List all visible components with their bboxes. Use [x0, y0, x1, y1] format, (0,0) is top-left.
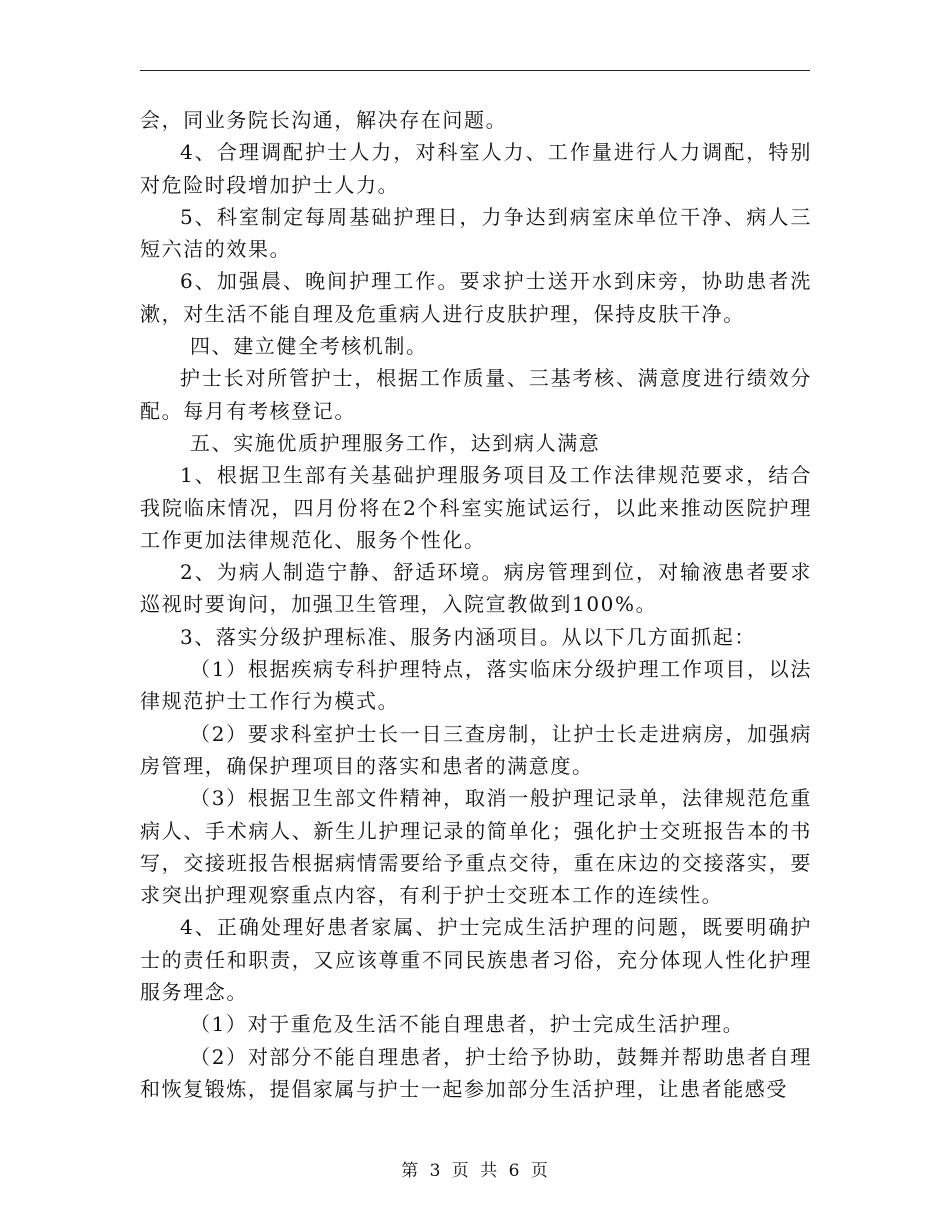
footer-current-page: 3	[429, 1161, 442, 1181]
paragraph: 会，同业务院长沟通，解决存在问题。	[140, 108, 508, 132]
paragraph: 4、合理调配护士人力，对科室人力、工作量进行人力调配，特别对危险时段增加护士人力。	[140, 140, 812, 197]
section-heading: 四、建立健全考核机制。	[190, 334, 428, 359]
paragraph: 4、正确处理好患者家属、护士完成生活护理的问题，既要明确护士的责任和职责，又应该尊重不同民族患者习俗，充分体现人性化护理服务理念。	[140, 915, 812, 1005]
paragraph: 2、为病人制造宁静、舒适环境。病房管理到位，对输液患者要求巡视时要询问，加强卫生管理，入院宣教做到100%。	[140, 560, 812, 617]
sub-item: （3）根据卫生部文件精神，取消一般护理记录单，法律规范危重病人、手术病人、新生儿护理记录的简单化；强化护士交班报告本的书写，交接班报告根据病情需要给予重点交待，重在床边的交接落实，要求突出护理观察重点内容，有利于护士交班本工作的连续性。	[140, 786, 812, 908]
sub-item: （2）对部分不能自理患者，护士给予协助，鼓舞并帮助患者自理和恢复锻炼，提倡家属与护士一起参加部分生活护理，让患者能感受	[140, 1044, 812, 1101]
paragraph: 6、加强晨、晚间护理工作。要求护士送开水到床旁，协助患者洗漱，对生活不能自理及危重病人进行皮肤护理，保持皮肤干净。	[140, 269, 812, 326]
sub-item: （1）根据疾病专科护理特点，落实临床分级护理工作项目，以法律规范护士工作行为模式。	[140, 657, 812, 714]
sub-item: （2）要求科室护士长一日三查房制，让护士长走进病房，加强病房管理，确保护理项目的落实和患者的满意度。	[140, 721, 812, 778]
section-heading: 五、实施优质护理服务工作，达到病人满意	[190, 430, 601, 455]
document-body	[140, 104, 812, 1105]
paragraph: 3、落实分级护理标准、服务内涵项目。从以下几方面抓起：	[180, 624, 756, 649]
paragraph: 1、根据卫生部有关基础护理服务项目及工作法律规范要求，结合我院临床情况，四月份将在2个科室实施试运行，以此来推动医院护理工作更加法律规范化、服务个性化。	[140, 463, 812, 552]
header-rule	[140, 70, 810, 71]
footer-page-word: 页	[451, 1161, 470, 1181]
footer-total-prefix: 共	[480, 1161, 499, 1181]
footer-prefix: 第	[401, 1161, 420, 1181]
footer-total-pages: 6	[508, 1161, 521, 1181]
footer-suffix: 页	[530, 1161, 549, 1181]
paragraph: 5、科室制定每周基础护理日，力争达到病室床单位干净、病人三短六洁的效果。	[140, 204, 812, 262]
paragraph: 护士长对所管护士，根据工作质量、三基考核、满意度进行绩效分配。每月有考核登记。	[140, 366, 812, 423]
page-footer	[0, 1156, 950, 1181]
sub-item: （1）对于重危及生活不能自理患者，护士完成生活护理。	[190, 1012, 745, 1037]
